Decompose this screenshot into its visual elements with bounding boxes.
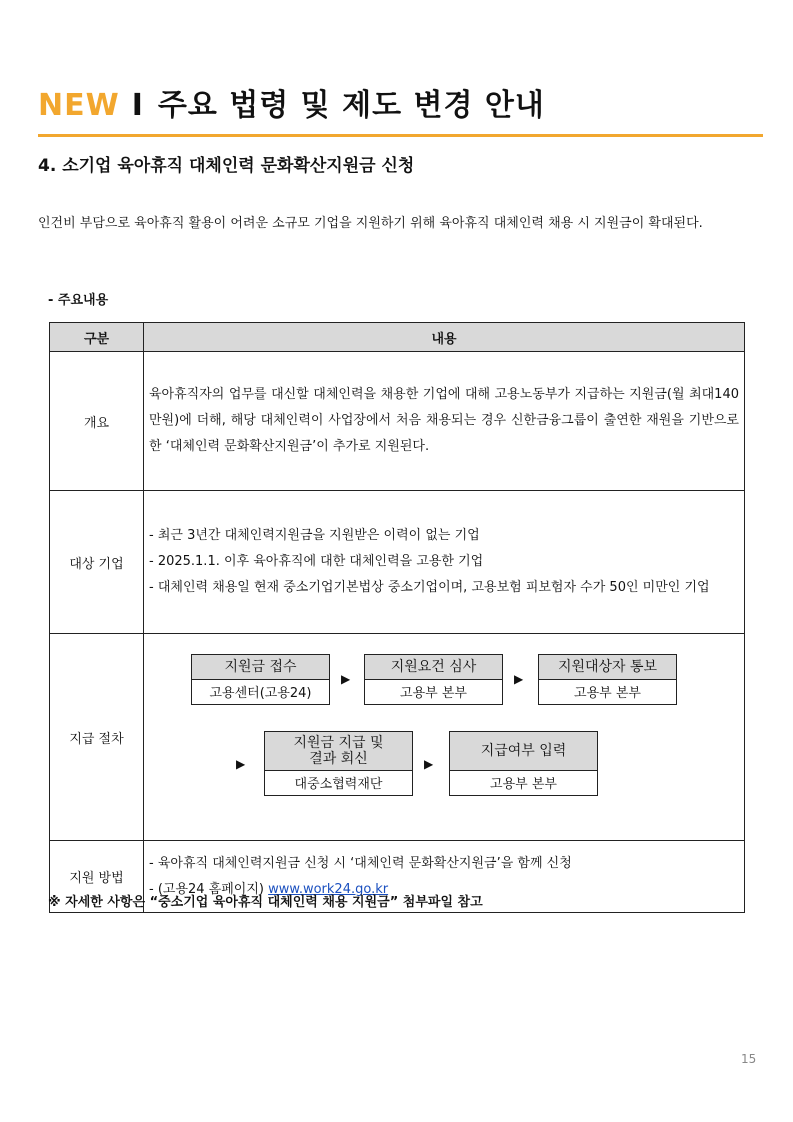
target-item: - 최근 3년간 대체인력지원금을 지원받은 이력이 없는 기업 (149, 528, 480, 543)
new-tag: NEW (38, 88, 120, 123)
intro-paragraph: 인건비 부담으로 육아휴직 활용이 어려운 소규모 기업을 지원하기 위해 육아휴직 대체인력 채용 시 지원금이 확대된다. (38, 216, 703, 231)
header-separator: I (131, 88, 144, 123)
method-label: 지원 방법 (50, 841, 144, 913)
method-line: - 육아휴직 대체인력지원금 신청 시 ‘대체인력 문화확산지원금’을 함께 신청 (149, 855, 572, 871)
flow-step-title: 지원대상자 통보 (539, 655, 676, 680)
flow-step-agency: 대중소협력재단 (294, 777, 383, 792)
procedure-flowchart (144, 635, 744, 840)
flow-step-notify (538, 654, 677, 705)
flow-step-agency: 고용부 본부 (574, 686, 641, 701)
table-row-procedure (50, 634, 745, 841)
table-row-target (50, 491, 745, 634)
arrow-right-icon: ▶ (514, 671, 524, 686)
header-title: 주요 법령 및 제도 변경 안내 (157, 88, 545, 123)
arrow-right-icon: ▶ (424, 756, 434, 771)
work24-link[interactable]: www.work24.go.kr (268, 881, 389, 897)
arrow-right-icon: ▶ (236, 756, 246, 771)
target-label: 대상 기업 (50, 491, 144, 634)
page-header (38, 86, 763, 137)
content-table (49, 322, 745, 913)
flow-step-title: 지원금 접수 (192, 655, 329, 680)
section-title: 4. 소기업 육아휴직 대체인력 문화확산지원금 신청 (38, 156, 415, 176)
procedure-flow-cell (144, 634, 745, 841)
flow-step-title: 지원요건 심사 (365, 655, 502, 680)
flow-step-agency: 고용센터(고용24) (209, 686, 312, 701)
header-content: 내용 (144, 323, 745, 352)
footnote: ※ 자세한 사항은 “중소기업 육아휴직 대체인력 채용 지원금” 첨부파일 참고 (48, 895, 483, 910)
procedure-label: 지급 절차 (50, 634, 144, 841)
overview-text: 육아휴직자의 업무를 대신할 대체인력을 채용한 기업에 대해 고용노동부가 지급하는 지원금(월 최대140만원)에 더해, 해당 대체인력이 사업장에서 처음 채용되는 경우 신한금융그룹이 출연한 재원을 기반으로 한 ‘대체인력 문화확산지원금’이 추가로 지원된다. (144, 352, 745, 491)
flow-step-receipt (191, 654, 330, 705)
sub-heading: - 주요내용 (48, 293, 109, 308)
target-item: - 2025.1.1. 이후 육아휴직에 대한 대체인력을 고용한 기업 (149, 554, 484, 569)
page-number: 15 (741, 1052, 757, 1066)
flow-step-agency: 고용부 본부 (490, 777, 557, 792)
flow-step-title: 지급여부 입력 (450, 732, 597, 771)
flow-step-input (449, 731, 598, 796)
flow-step-review (364, 654, 503, 705)
table-row-overview (50, 352, 745, 491)
flow-step-agency: 고용부 본부 (400, 686, 467, 701)
header-category: 구분 (50, 323, 144, 352)
flow-step-title-line: 결과 회신 (309, 750, 368, 767)
flow-step-title-line: 지원금 지급 및 (293, 734, 384, 751)
method-line-prefix: - (고용24 홈페이지) (149, 881, 269, 897)
overview-label: 개요 (50, 352, 144, 491)
table-header-row (50, 323, 745, 352)
flow-step-payment (264, 731, 413, 796)
flow-step-title (265, 732, 412, 771)
target-list (144, 491, 745, 634)
arrow-right-icon: ▶ (341, 671, 351, 686)
target-item: - 대체인력 채용일 현재 중소기업기본법상 중소기업이며, 고용보험 피보험자 수가 50인 미만인 기업 (149, 580, 710, 595)
